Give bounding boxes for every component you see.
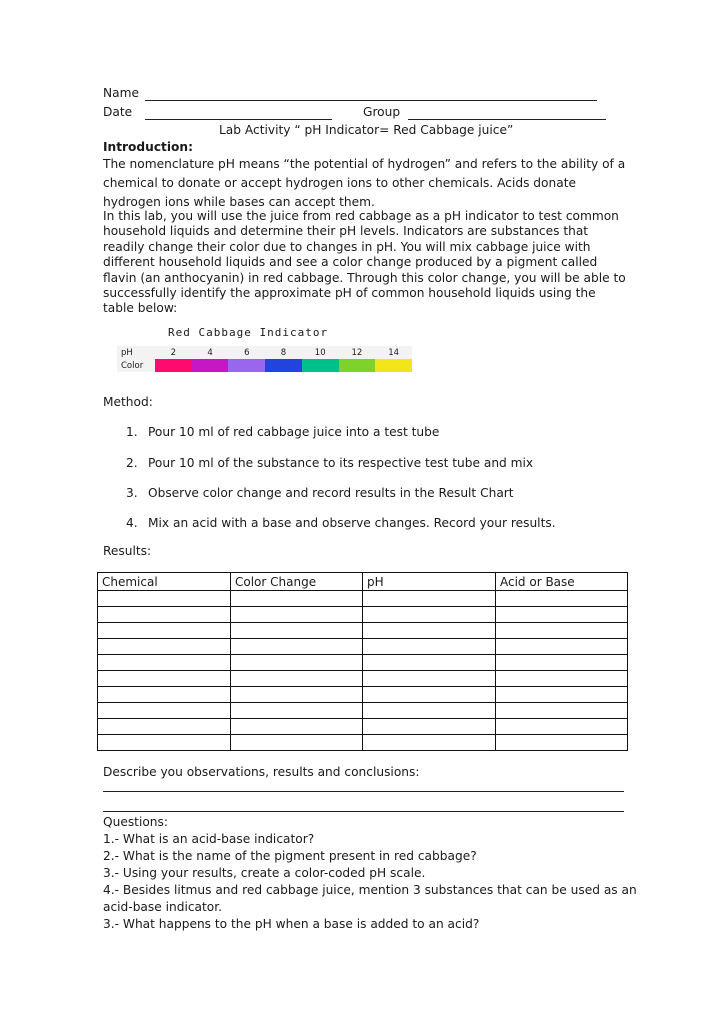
table-cell[interactable] bbox=[231, 607, 363, 623]
date-label: Date bbox=[103, 105, 133, 119]
column-header: Chemical bbox=[98, 573, 231, 591]
step-number: 4. bbox=[126, 516, 138, 530]
table-cell[interactable] bbox=[231, 639, 363, 655]
table-cell[interactable] bbox=[231, 591, 363, 607]
column-header: pH bbox=[363, 573, 496, 591]
table-cell[interactable] bbox=[496, 639, 628, 655]
ph-row-label: pH bbox=[117, 346, 155, 359]
method-step bbox=[126, 486, 514, 500]
question-item: 2.- What is the name of the pigment present in red cabbage? bbox=[103, 849, 477, 863]
table-cell[interactable] bbox=[231, 703, 363, 719]
step-number: 2. bbox=[126, 456, 138, 470]
table-cell[interactable] bbox=[363, 719, 496, 735]
table-cell[interactable] bbox=[231, 735, 363, 751]
ph-value: 8 bbox=[265, 346, 302, 359]
table-cell[interactable] bbox=[98, 655, 231, 671]
group-field[interactable] bbox=[408, 119, 606, 120]
color-swatch bbox=[265, 359, 302, 372]
table-header-row bbox=[98, 573, 628, 591]
introduction-paragraph-2: In this lab, you will use the juice from red cabbage as a pH indicator to test common household liquids and determine their pH levels. Indicators are substances that readily change their color due to changes in pH. You will mix cabbage juice with different household liquids and see a color change produced by a pigment called flavin (an anthocyanin) in red cabbage. Through this color change, you will be able to successfully identify the approximate pH of common household liquids using the table below: bbox=[103, 209, 626, 316]
table-row bbox=[98, 655, 628, 671]
table-cell[interactable] bbox=[231, 687, 363, 703]
table-cell[interactable] bbox=[496, 607, 628, 623]
step-text: Mix an acid with a base and observe changes. Record your results. bbox=[148, 516, 556, 530]
ph-value: 14 bbox=[375, 346, 412, 359]
table-cell[interactable] bbox=[363, 655, 496, 671]
table-cell[interactable] bbox=[363, 687, 496, 703]
table-cell[interactable] bbox=[231, 719, 363, 735]
introduction-paragraph-1: The nomenclature pH means “the potential of hydrogen” and refers to the ability of a chemical to donate or accept hydrogen ions to other chemicals. Acids donate hydrogen ions while bases can accept them. bbox=[103, 157, 626, 209]
color-row-label: Color bbox=[117, 359, 155, 372]
name-label: Name bbox=[103, 86, 139, 100]
step-text: Pour 10 ml of red cabbage juice into a test tube bbox=[148, 425, 440, 439]
table-cell[interactable] bbox=[363, 703, 496, 719]
table-cell[interactable] bbox=[98, 607, 231, 623]
table-cell[interactable] bbox=[231, 671, 363, 687]
step-number: 3. bbox=[126, 486, 138, 500]
column-header: Acid or Base bbox=[496, 573, 628, 591]
table-cell[interactable] bbox=[98, 591, 231, 607]
method-step bbox=[126, 425, 439, 439]
table-cell[interactable] bbox=[496, 703, 628, 719]
table-cell[interactable] bbox=[496, 623, 628, 639]
table-cell[interactable] bbox=[496, 655, 628, 671]
column-header: Color Change bbox=[231, 573, 363, 591]
introduction-heading bbox=[103, 140, 193, 154]
questions-heading: Questions: bbox=[103, 815, 168, 829]
table-cell[interactable] bbox=[363, 607, 496, 623]
table-cell[interactable] bbox=[496, 591, 628, 607]
method-heading: Method: bbox=[103, 395, 153, 409]
table-cell[interactable] bbox=[98, 671, 231, 687]
step-text: Pour 10 ml of the substance to its respective test tube and mix bbox=[148, 456, 534, 470]
name-field[interactable] bbox=[145, 100, 597, 101]
table-row bbox=[98, 591, 628, 607]
table-cell[interactable] bbox=[98, 623, 231, 639]
color-swatch bbox=[339, 359, 376, 372]
step-number: 1. bbox=[126, 425, 138, 439]
table-cell[interactable] bbox=[98, 703, 231, 719]
method-step bbox=[126, 516, 556, 530]
group-label: Group bbox=[363, 105, 401, 119]
table-cell[interactable] bbox=[363, 671, 496, 687]
observations-prompt: Describe you observations, results and conclusions: bbox=[103, 765, 420, 779]
table-cell[interactable] bbox=[231, 623, 363, 639]
question-item: 4.- Besides litmus and red cabbage juice, mention 3 substances that can be used as an bbox=[103, 883, 637, 897]
table-cell[interactable] bbox=[98, 719, 231, 735]
table-row bbox=[98, 719, 628, 735]
table-cell[interactable] bbox=[98, 639, 231, 655]
ph-color-strip bbox=[117, 346, 412, 372]
table-row bbox=[98, 735, 628, 751]
ph-value: 12 bbox=[339, 346, 376, 359]
table-row bbox=[98, 687, 628, 703]
introduction-heading-text: Introduction: bbox=[103, 140, 193, 154]
method-step bbox=[126, 456, 533, 470]
table-cell[interactable] bbox=[363, 591, 496, 607]
ph-value: 10 bbox=[302, 346, 339, 359]
color-swatch bbox=[375, 359, 412, 372]
table-row bbox=[98, 671, 628, 687]
table-cell[interactable] bbox=[98, 687, 231, 703]
color-swatch bbox=[155, 359, 192, 372]
table-row bbox=[98, 703, 628, 719]
page-title: Lab Activity “ pH Indicator= Red Cabbage juice” bbox=[219, 123, 514, 137]
table-row bbox=[98, 639, 628, 655]
color-swatch bbox=[192, 359, 229, 372]
table-cell[interactable] bbox=[496, 735, 628, 751]
question-item: acid-base indicator. bbox=[103, 900, 223, 914]
ph-value: 4 bbox=[192, 346, 229, 359]
question-item: 3.- Using your results, create a color-coded pH scale. bbox=[103, 866, 426, 880]
table-cell[interactable] bbox=[363, 639, 496, 655]
indicator-title: Red Cabbage Indicator bbox=[168, 326, 329, 339]
question-item: 3.- What happens to the pH when a base is added to an acid? bbox=[103, 917, 480, 931]
results-table bbox=[97, 572, 628, 751]
answer-line[interactable] bbox=[103, 791, 624, 792]
table-cell[interactable] bbox=[496, 671, 628, 687]
table-cell[interactable] bbox=[98, 735, 231, 751]
table-cell[interactable] bbox=[231, 655, 363, 671]
table-cell[interactable] bbox=[363, 623, 496, 639]
table-row bbox=[98, 623, 628, 639]
color-swatch bbox=[302, 359, 339, 372]
table-cell[interactable] bbox=[496, 687, 628, 703]
step-text: Observe color change and record results in the Result Chart bbox=[148, 486, 514, 500]
ph-value: 6 bbox=[228, 346, 265, 359]
question-item: 1.- What is an acid-base indicator? bbox=[103, 832, 315, 846]
date-field[interactable] bbox=[145, 119, 332, 120]
ph-value: 2 bbox=[155, 346, 192, 359]
table-cell[interactable] bbox=[496, 719, 628, 735]
answer-line[interactable] bbox=[103, 811, 624, 812]
table-row bbox=[98, 607, 628, 623]
color-swatch bbox=[228, 359, 265, 372]
table-cell[interactable] bbox=[363, 735, 496, 751]
results-heading: Results: bbox=[103, 544, 152, 558]
